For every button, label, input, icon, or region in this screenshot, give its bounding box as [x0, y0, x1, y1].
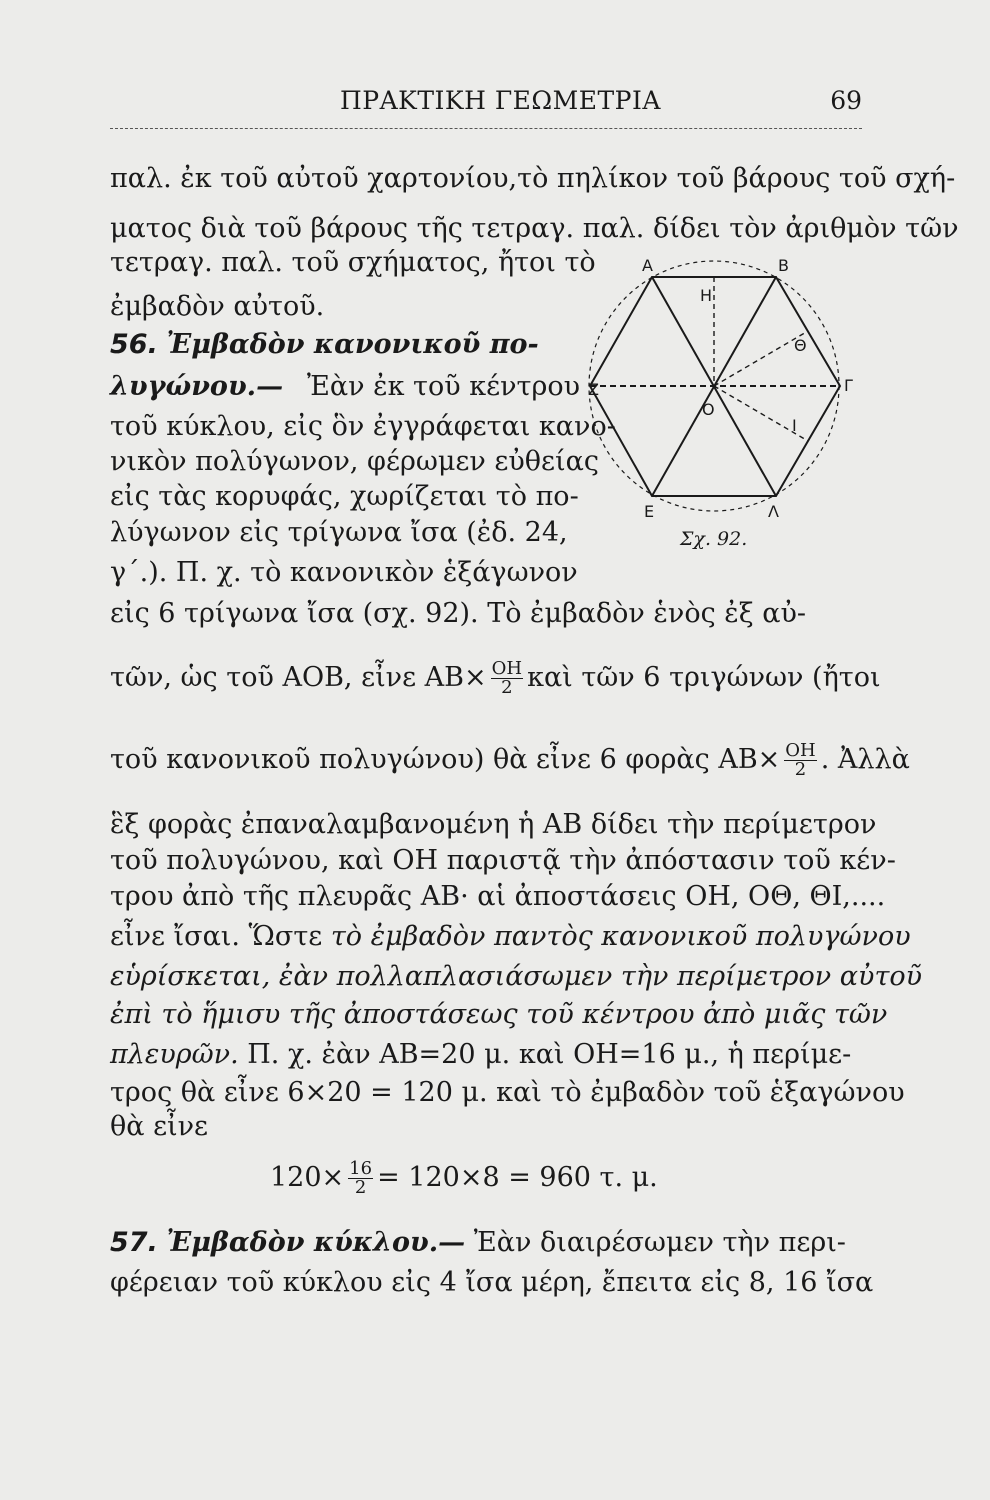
times-before: τοῦ κανονικοῦ πολυγώνου) θὰ εἶνε 6 φορὰς ΑΒ×	[110, 744, 781, 775]
hexagon-diagram	[590, 255, 870, 555]
times-after: . Ἀλλὰ	[820, 744, 910, 775]
formula-before: 120×	[270, 1162, 345, 1193]
fraction-oh-2	[491, 660, 523, 697]
label-i: Ι	[792, 416, 797, 435]
label-h: Η	[700, 286, 713, 305]
text-line-perimeter: τρος θὰ εἶνε 6×20 = 120 μ. καὶ τὸ ἐμβαδὸν τοῦ ἑξαγώνου	[110, 1077, 905, 1108]
fraction-denominator: 2	[354, 1177, 367, 1198]
section-56-number: 56.	[110, 329, 158, 360]
area-formula	[270, 1160, 658, 1197]
text-line-mid-1: ἓξ φορὰς ἐπαναλαμβανομένη ἡ ΑΒ δίδει τὴν περίμετρον	[110, 809, 877, 840]
text-line-mid-2: τοῦ πολυγώνου, καὶ ΟΗ παριστᾷ τὴν ἀπόστασιν τοῦ κέν-	[110, 845, 896, 876]
rule-italic-2: ἐπὶ τὸ ἥμισυ τῆς ἀποστάσεως τοῦ κέντρου ἀπὸ μιᾶς τῶν	[110, 999, 888, 1030]
text-line-1: παλ. ἐκ τοῦ αὐτοῦ χαρτονίου,τὸ πηλίκον τοῦ βάρους τοῦ σχή-	[110, 163, 956, 194]
pleuron-plain: Π. χ. ἐὰν ΑΒ=20 μ. καὶ ΟΗ=16 μ., ἡ περίμε-	[247, 1039, 852, 1070]
text-line-hoste	[110, 920, 911, 954]
section-57-title: Ἐμβαδὸν κύκλου.—	[166, 1227, 466, 1258]
label-a: Α	[642, 256, 653, 275]
page-header	[110, 86, 862, 126]
fraction-numerator: 16	[349, 1158, 373, 1179]
figure-caption: Σχ. 92.	[680, 528, 748, 550]
pleuron-italic: πλευρῶν.	[110, 1039, 239, 1070]
section-56-title-2: λυγώνου.—	[110, 371, 284, 402]
text-line-italic-2	[110, 998, 887, 1032]
label-b: Β	[778, 256, 789, 275]
label-theta: Θ	[794, 336, 807, 355]
aob-after: καὶ τῶν 6 τριγώνων (ἤτοι	[527, 662, 881, 693]
aob-before: τῶν, ὡς τοῦ ΑΟΒ, εἶνε ΑΒ×	[110, 662, 487, 693]
fraction-denominator: 2	[794, 759, 807, 780]
narrow-line-3: εἰς τὰς κορυφάς, χωρίζεται τὸ πο-	[110, 481, 579, 512]
text-line-mid-3: τρου ἀπὸ τῆς πλευρᾶς ΑΒ· αἱ ἀποστάσεις ΟΗ, ΟΘ, ΘΙ,....	[110, 881, 886, 912]
section-57-heading	[110, 1226, 846, 1260]
section-57-number: 57.	[110, 1227, 158, 1258]
text-line-aob	[110, 660, 881, 697]
page-number: 69	[830, 86, 862, 115]
running-title: ΠΡΑΚΤΙΚΗ ΓΕΩΜΕΤΡΙΑ	[340, 86, 661, 115]
label-o: Ο	[702, 400, 715, 419]
text-line-2: ματος διὰ τοῦ βάρους τῆς τετραγ. παλ. δίδει τὸν ἀριθμὸν τῶν	[110, 213, 959, 244]
label-lambda: Λ	[768, 502, 779, 521]
hexagon-figure	[590, 255, 870, 555]
text-line-6-triangles: εἰς 6 τρίγωνα ἴσα (σχ. 92). Τὸ ἐμβαδὸν ἑνὸς ἐξ αὐ-	[110, 598, 807, 629]
label-e: Ε	[644, 502, 655, 521]
text-line-last: φέρειαν τοῦ κύκλου εἰς 4 ἴσα μέρη, ἔπειτα εἰς 8, 16 ἴσα	[110, 1267, 874, 1298]
text-line-pleuron	[110, 1038, 851, 1072]
narrow-line-4: λύγωνον εἰς τρίγωνα ἴσα (ἐδ. 24,	[110, 517, 568, 548]
fraction-16-2	[348, 1160, 373, 1197]
fraction-oh-2b	[784, 742, 816, 779]
fraction-denominator: 2	[501, 677, 513, 698]
section-57-text: Ἐὰν διαιρέσωμεν τὴν περι-	[473, 1227, 846, 1258]
fraction-numerator: ΟΗ	[491, 658, 523, 679]
formula-after: = 120×8 = 960 τ. μ.	[377, 1162, 658, 1193]
section-56-title-1: Ἐμβαδὸν κανονικοῦ πο-	[166, 329, 539, 360]
hoste-italic: τὸ ἐμβαδὸν παντὸς κανονικοῦ πολυγώνου	[330, 921, 911, 952]
text-line-3: τετραγ. παλ. τοῦ σχήματος, ἤτοι τὸ	[110, 247, 596, 278]
header-rule	[110, 128, 862, 129]
label-z: Ζ	[588, 380, 599, 399]
text-line-4: ἐμβαδὸν αὐτοῦ.	[110, 291, 325, 322]
text-line-tha: θὰ εἶνε	[110, 1111, 209, 1142]
fraction-numerator: ΟΗ	[785, 740, 816, 761]
hoste-plain: εἶνε ἴσαι. Ὥστε	[110, 921, 323, 952]
rule-italic-1: εὑρίσκεται, ἐὰν πολλαπλασιάσωμεν τὴν περίμετρον αὐτοῦ	[110, 961, 923, 992]
text-line-italic-1	[110, 960, 922, 994]
label-gamma: Γ	[844, 376, 853, 395]
section-56-line-2	[110, 370, 580, 404]
narrow-line-2: νικὸν πολύγωνον, φέρωμεν εὐθείας	[110, 446, 599, 477]
text-line-6-times	[110, 742, 910, 779]
section-56-heading	[110, 328, 580, 362]
narrow-line-1: τοῦ κύκλου, εἰς ὃν ἐγγράφεται κανο-	[110, 411, 616, 442]
narrow-line-5: γ΄.). Π. χ. τὸ κανονικὸν ἑξάγωνον	[110, 557, 578, 588]
section-56-text: Ἐὰν ἐκ τοῦ κέντρου	[306, 371, 580, 402]
